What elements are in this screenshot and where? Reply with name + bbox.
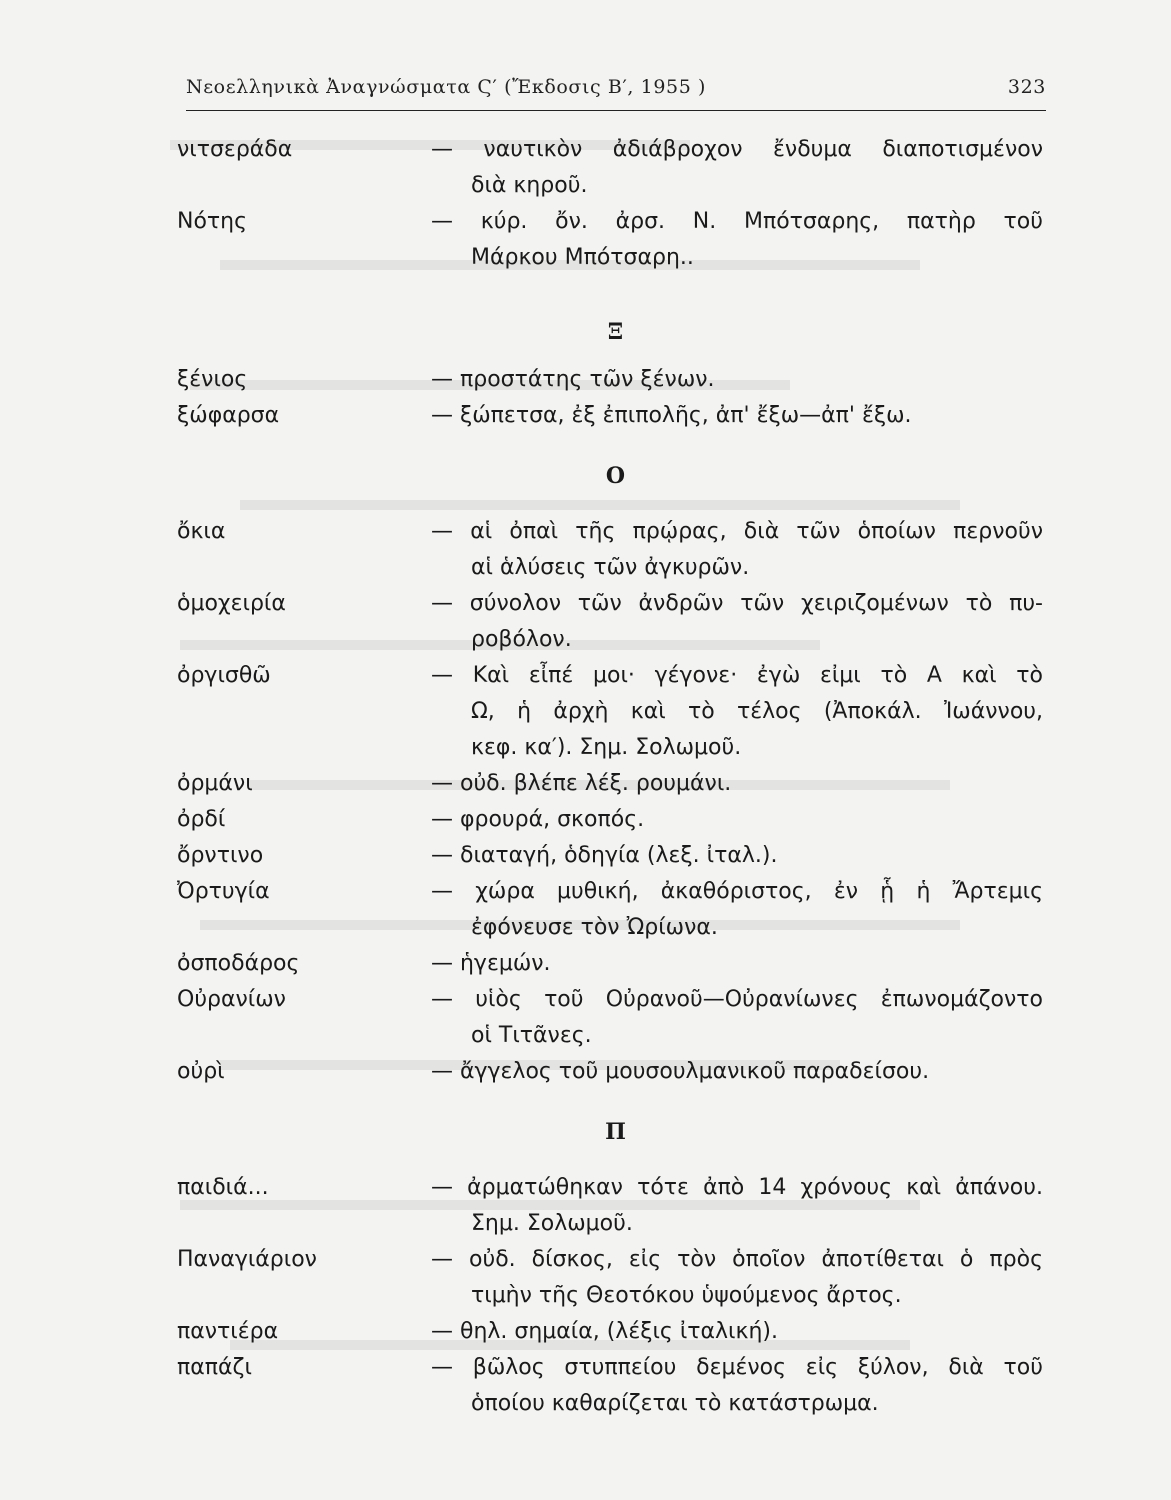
entry-definition [431, 766, 1043, 802]
definition-line: — θηλ. σημαία, (λέξις ἰταλική). [431, 1319, 778, 1344]
entry-term: ὀσποδάρος [177, 951, 300, 976]
definition-line: ὁποίου καθαρίζεται τὸ κατάστρωμα. [471, 1391, 879, 1416]
definition-line: ἐφόνευσε τὸν Ὠρίωνα. [471, 915, 718, 940]
definition-line: Ω, ἡ ἀρχὴ καὶ τὸ τέλος (Ἀποκάλ. Ἰωάννου, [471, 699, 1043, 724]
definition-line: — Καὶ εἶπέ μοι· γέγονε· ἐγὼ εἰμι τὸ Α καὶ τὸ [431, 663, 1043, 688]
entry-definition [431, 1350, 1043, 1422]
running-header [186, 76, 1046, 111]
entry-definition [431, 1170, 1043, 1242]
entry-term: παιδιά... [177, 1175, 269, 1200]
entry-definition [431, 204, 1043, 276]
definition-line: — ἡγεμών. [431, 951, 551, 976]
entry-term: ὀρμάνι [177, 771, 253, 796]
entry-definition [431, 398, 1043, 434]
entry-definition [431, 982, 1043, 1054]
definition-line: — αἱ ὀπαὶ τῆς πρῴρας, διὰ τῶν ὁποίων περνοῦν [431, 519, 1043, 544]
definition-line: κεφ. κα′). Σημ. Σολωμοῦ. [471, 735, 742, 760]
entry-term: παντιέρα [177, 1319, 279, 1344]
entry-term: Ὀρτυγία [177, 879, 270, 904]
section-letter: Ο [605, 463, 626, 489]
definition-line: τιμὴν τῆς Θεοτόκου ὑψούμενος ἄρτος. [471, 1283, 902, 1308]
definition-line: διὰ κηροῦ. [471, 173, 588, 198]
definition-line: — ἀρματώθηκαν τότε ἀπὸ 14 χρόνους καὶ ἀπάνου. [431, 1175, 1043, 1200]
definition-line: — χώρα μυθική, ἀκαθόριστος, ἐν ᾗ ἡ Ἄρτεμις [431, 879, 1043, 904]
entry-definition [431, 802, 1043, 838]
definition-line: αἱ ἁλύσεις τῶν ἀγκυρῶν. [471, 555, 750, 580]
entry-definition [431, 658, 1043, 766]
entry-term: παπάζι [177, 1355, 252, 1380]
definition-line: — οὐδ. βλέπε λέξ. ρουμάνι. [431, 771, 732, 796]
entry-term: Οὐρανίων [177, 987, 286, 1012]
entry-definition [431, 838, 1043, 874]
entry-term: ὁμοχειρία [177, 591, 286, 616]
entry-definition [431, 362, 1043, 398]
definition-line: — ξώπετσα, ἐξ ἐπιπολῆς, ἀπ' ἔξω—ἀπ' ἔξω. [431, 403, 912, 428]
entry-definition [431, 1314, 1043, 1350]
entry-term: ὀρδί [177, 807, 226, 832]
entry-definition [431, 1054, 1043, 1090]
entry-definition [431, 514, 1043, 586]
entry-term: ὄκια [177, 519, 226, 544]
entry-term: Νότης [177, 209, 248, 234]
entry-term: ὀργισθῶ [177, 663, 271, 688]
entry-term: οὐρὶ [177, 1059, 225, 1084]
definition-line: — βῶλος στυππείου δεμένος εἰς ξύλον, διὰ τοῦ [431, 1355, 1043, 1380]
definition-line: — οὐδ. δίσκος, εἰς τὸν ὁποῖον ἀποτίθεται ὁ πρὸς [431, 1247, 1043, 1272]
entry-term: ξένιος [177, 367, 248, 392]
header-title: Νεοελληνικὰ Ἀναγνώσματα Ϛ′ (Ἔκδοσις Β′, 1955 ) [186, 76, 707, 98]
definition-line: — προστάτης τῶν ξένων. [431, 367, 715, 392]
definition-line: — σύνολον τῶν ἀνδρῶν τῶν χειριζομένων τὸ πυ- [431, 591, 1043, 616]
definition-line: Σημ. Σολωμοῦ. [471, 1211, 633, 1236]
definition-line: ροβόλον. [471, 627, 572, 652]
entry-term: ξώφαρσα [177, 403, 280, 428]
definition-line: οἱ Τιτᾶνες. [471, 1023, 592, 1048]
entry-definition [431, 874, 1043, 946]
definition-line: — ἄγγελος τοῦ μουσουλμανικοῦ παραδείσου. [431, 1059, 930, 1084]
entry-term: Παναγιάριον [177, 1247, 317, 1272]
definition-line: — διαταγή, ὁδηγία (λεξ. ἰταλ.). [431, 843, 778, 868]
section-letter: Ξ [607, 319, 624, 345]
entry-definition [431, 946, 1043, 982]
definition-line: — υἱὸς τοῦ Οὐρανοῦ—Οὐρανίωνες ἐπωνομάζοντο [431, 987, 1043, 1012]
definition-line: — κύρ. ὄν. ἀρσ. Ν. Μπότσαρης, πατὴρ τοῦ [431, 209, 1043, 234]
definition-line: — ναυτικὸν ἀδιάβροχον ἔνδυμα διαποτισμένον [431, 137, 1043, 162]
definition-line: Μάρκου Μπότσαρη.. [471, 245, 694, 270]
page-number: 323 [1007, 76, 1046, 98]
entry-definition [431, 132, 1043, 204]
definition-line: — φρουρά, σκοπός. [431, 807, 645, 832]
entry-definition [431, 586, 1043, 658]
entry-term: νιτσεράδα [177, 137, 293, 162]
entry-definition [431, 1242, 1043, 1314]
section-letter: Π [605, 1119, 626, 1145]
entry-term: ὄρντινο [177, 843, 264, 868]
